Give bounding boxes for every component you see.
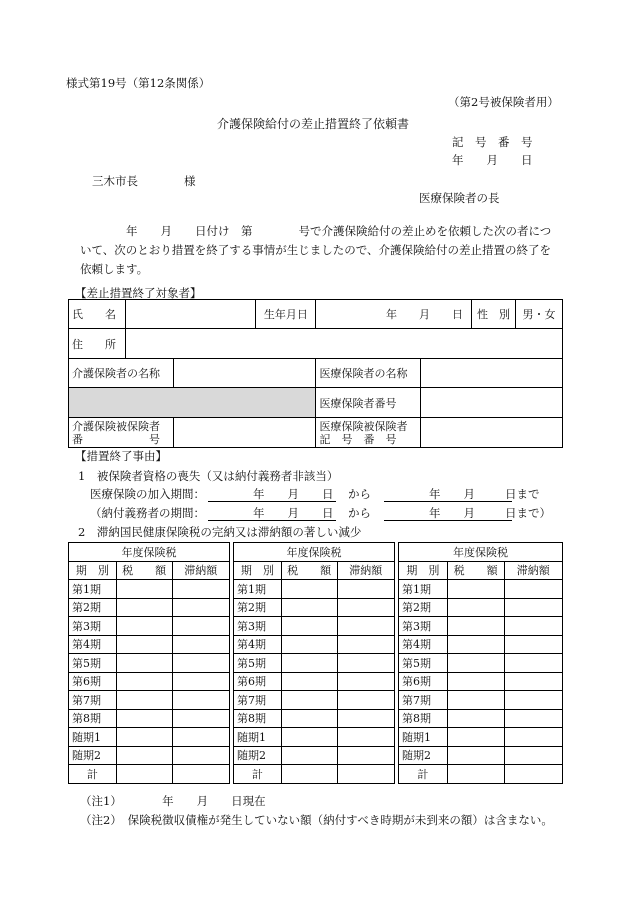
row-label: 第6期 xyxy=(234,672,282,691)
reason2-title: 2 滞納国民健康保険税の完納又は滞納額の著しい減少 xyxy=(78,525,362,539)
tax-table-1 xyxy=(68,542,230,784)
tax-cell[interactable] xyxy=(281,635,337,654)
birthdate-label: 生年月日 xyxy=(256,300,316,329)
row-label: 第2期 xyxy=(234,598,282,617)
tax-cell[interactable] xyxy=(447,635,504,654)
arrears-header: 滞納額 xyxy=(337,561,394,580)
row-label: 第6期 xyxy=(69,672,117,691)
arrears-cell[interactable] xyxy=(504,580,562,599)
document-title: 介護保険給付の差止措置終了依頼書 xyxy=(217,117,410,131)
row-label: 第3期 xyxy=(69,617,117,636)
row-label: 第8期 xyxy=(69,709,117,728)
total-label: 計 xyxy=(399,765,448,784)
arrears-cell[interactable] xyxy=(504,617,562,636)
tax-cell[interactable] xyxy=(447,709,504,728)
medical-insured-label-line1: 医療保険被保険者 xyxy=(319,419,408,433)
arrears-cell[interactable] xyxy=(504,635,562,654)
tax-cell[interactable] xyxy=(447,728,504,747)
row-label: 第6期 xyxy=(399,672,448,691)
insurer-table xyxy=(68,358,563,448)
arrears-cell[interactable] xyxy=(172,709,229,728)
target-section-heading: 【差止措置終了対象者】 xyxy=(75,286,202,300)
tax-cell[interactable] xyxy=(447,598,504,617)
record-number-label: 記 号 番 号 xyxy=(452,135,533,149)
tax-cell[interactable] xyxy=(281,728,337,747)
tax-cell[interactable] xyxy=(447,672,504,691)
arrears-cell[interactable] xyxy=(172,635,229,654)
arrears-cell[interactable] xyxy=(172,617,229,636)
total-label: 計 xyxy=(234,765,282,784)
tax-cell[interactable] xyxy=(281,580,337,599)
tax-cell[interactable] xyxy=(116,635,172,654)
tax-cell[interactable] xyxy=(116,709,172,728)
arrears-cell[interactable] xyxy=(172,672,229,691)
row-label: 第2期 xyxy=(69,598,117,617)
medical-insurer-number-label: 医療保険者番号 xyxy=(316,388,421,418)
row-label: 第7期 xyxy=(69,691,117,710)
period-header: 期 別 xyxy=(399,561,448,580)
fiscal-year-header: 年度保険税 xyxy=(234,543,395,562)
arrears-cell[interactable] xyxy=(504,598,562,617)
arrears-cell[interactable] xyxy=(337,672,394,691)
addressee: 三木市長 様 xyxy=(92,174,196,188)
obligation-period-start-date: 年 月 日 xyxy=(208,508,336,521)
row-label: 随期2 xyxy=(399,746,448,765)
arrears-cell[interactable] xyxy=(337,709,394,728)
gender-field[interactable]: 男・女 xyxy=(515,300,562,329)
request-paragraph: 年 月 日付け 第 号で介護保険給付の差止めを依頼した次の者について、次のとおり措置を終了する事情が生じましたので、介護保険給付の差止措置の終了を依頼します。 xyxy=(80,224,552,276)
total-label: 計 xyxy=(69,765,117,784)
shaded-cell xyxy=(69,388,316,418)
arrears-cell[interactable] xyxy=(504,746,562,765)
medical-insured-label-line2: 記 号 番 号 xyxy=(319,432,397,446)
arrears-cell[interactable] xyxy=(172,728,229,747)
row-label: 随期2 xyxy=(234,746,282,765)
tax-cell[interactable] xyxy=(281,765,337,784)
ltc-insured-number-label xyxy=(69,418,174,448)
address-label: 住 所 xyxy=(69,329,126,359)
row-label: 第5期 xyxy=(234,654,282,673)
gender-label: 性 別 xyxy=(472,300,516,329)
arrears-cell[interactable] xyxy=(172,746,229,765)
until-text-2: 日まで） xyxy=(505,506,551,520)
row-label: 随期1 xyxy=(399,728,448,747)
tax-header: 税 額 xyxy=(281,561,337,580)
medical-insurance-period-label: 医療保険の加入期間： xyxy=(90,487,205,501)
medical-insurer-number-field[interactable] xyxy=(421,388,563,418)
row-label: 随期2 xyxy=(69,746,117,765)
tax-header: 税 額 xyxy=(447,561,504,580)
note-2: （注2） 保険税徴収債権が発生していない額（納付すべき時期が未到来の額）は含まない。 xyxy=(80,813,553,827)
reason1-title: 1 被保険者資格の喪失（又は納付義務者非該当） xyxy=(78,469,339,483)
tax-cell[interactable] xyxy=(281,691,337,710)
tax-cell[interactable] xyxy=(447,580,504,599)
arrears-cell[interactable] xyxy=(504,691,562,710)
row-label: 第5期 xyxy=(69,654,117,673)
ltc-insured-number-label-line1: 介護保険被保険者 xyxy=(72,419,160,433)
note-1: （注1） 年 月 日現在 xyxy=(80,794,266,808)
row-label: 第2期 xyxy=(399,598,448,617)
tax-cell[interactable] xyxy=(116,654,172,673)
arrears-cell[interactable] xyxy=(337,654,394,673)
form-type-note: （第2号被保険者用） xyxy=(448,95,559,109)
arrears-cell[interactable] xyxy=(337,617,394,636)
arrears-cell[interactable] xyxy=(337,691,394,710)
tax-cell[interactable] xyxy=(447,746,504,765)
arrears-header: 滞納額 xyxy=(504,561,562,580)
row-label: 随期1 xyxy=(234,728,282,747)
birthdate-field[interactable]: 年 月 日 xyxy=(316,300,472,329)
tax-cell[interactable] xyxy=(116,746,172,765)
arrears-cell[interactable] xyxy=(504,728,562,747)
tax-cell[interactable] xyxy=(281,709,337,728)
row-label: 第5期 xyxy=(399,654,448,673)
tax-cell[interactable] xyxy=(116,765,172,784)
medical-period-start-date: 年 月 日 xyxy=(208,489,336,502)
tax-cell[interactable] xyxy=(281,598,337,617)
reason-heading: 【措置終了事由】 xyxy=(75,449,167,463)
arrears-cell[interactable] xyxy=(504,765,562,784)
arrears-cell[interactable] xyxy=(172,691,229,710)
row-label: 第7期 xyxy=(399,691,448,710)
arrears-cell[interactable] xyxy=(337,580,394,599)
arrears-cell[interactable] xyxy=(337,765,394,784)
sender: 医療保険者の長 xyxy=(419,191,500,205)
date-label: 年 月 日 xyxy=(452,153,533,167)
tax-cell[interactable] xyxy=(281,746,337,765)
medical-insured-number-label xyxy=(316,418,421,448)
row-label: 第7期 xyxy=(234,691,282,710)
tax-cell[interactable] xyxy=(116,598,172,617)
until-text-1: 日まで xyxy=(505,487,540,501)
arrears-cell[interactable] xyxy=(172,598,229,617)
ltc-insured-number-label-line2: 番 号 xyxy=(72,432,160,446)
period-header: 期 別 xyxy=(234,561,282,580)
arrears-cell[interactable] xyxy=(172,765,229,784)
row-label: 第1期 xyxy=(399,580,448,599)
form-number: 様式第19号（第12条関係） xyxy=(66,76,211,90)
arrears-header: 滞納額 xyxy=(172,561,229,580)
row-label: 第4期 xyxy=(234,635,282,654)
row-label: 第4期 xyxy=(399,635,448,654)
tax-table-3 xyxy=(398,542,563,784)
payment-obligation-period-label: （納付義務者の期間： xyxy=(90,506,205,520)
row-label: 随期1 xyxy=(69,728,117,747)
row-label: 第3期 xyxy=(399,617,448,636)
medical-insurer-name-field[interactable] xyxy=(421,359,563,388)
tax-cell[interactable] xyxy=(447,654,504,673)
row-label: 第3期 xyxy=(234,617,282,636)
from-text-2: から xyxy=(348,506,371,520)
tax-cell[interactable] xyxy=(116,672,172,691)
obligation-period-end-date: 年 月 xyxy=(384,508,512,521)
target-person-table xyxy=(68,299,563,359)
ltc-insurer-name-label: 介護保険者の名称 xyxy=(69,359,174,388)
name-field[interactable] xyxy=(125,300,255,329)
row-label: 第8期 xyxy=(234,709,282,728)
address-field[interactable] xyxy=(125,329,562,359)
arrears-cell[interactable] xyxy=(337,635,394,654)
tax-table-2 xyxy=(233,542,395,784)
ltc-insurer-name-field[interactable] xyxy=(173,359,316,388)
obligation-period-start[interactable] xyxy=(208,508,336,521)
tax-cell[interactable] xyxy=(447,617,504,636)
medical-period-end[interactable] xyxy=(384,489,512,502)
arrears-cell[interactable] xyxy=(172,580,229,599)
ltc-insured-number-field[interactable] xyxy=(173,418,316,448)
tax-cell[interactable] xyxy=(116,691,172,710)
tax-header: 税 額 xyxy=(116,561,172,580)
tax-cell[interactable] xyxy=(281,617,337,636)
arrears-cell[interactable] xyxy=(337,598,394,617)
row-label: 第8期 xyxy=(399,709,448,728)
arrears-cell[interactable] xyxy=(504,672,562,691)
medical-period-end-date: 年 月 xyxy=(384,489,512,502)
obligation-period-end[interactable] xyxy=(384,508,512,521)
tax-cell[interactable] xyxy=(116,617,172,636)
arrears-cell[interactable] xyxy=(504,654,562,673)
tax-cell[interactable] xyxy=(281,672,337,691)
tax-cell[interactable] xyxy=(281,654,337,673)
medical-insurer-name-label: 医療保険者の名称 xyxy=(316,359,421,388)
period-header: 期 別 xyxy=(69,561,117,580)
fiscal-year-header: 年度保険税 xyxy=(69,543,230,562)
from-text-1: から xyxy=(348,487,371,501)
tax-cell[interactable] xyxy=(116,728,172,747)
arrears-cell[interactable] xyxy=(337,746,394,765)
arrears-cell[interactable] xyxy=(172,654,229,673)
tax-cell[interactable] xyxy=(116,580,172,599)
name-label: 氏 名 xyxy=(69,300,126,329)
row-label: 第4期 xyxy=(69,635,117,654)
arrears-cell[interactable] xyxy=(504,709,562,728)
tax-cell[interactable] xyxy=(447,691,504,710)
tax-cell[interactable] xyxy=(447,765,504,784)
arrears-cell[interactable] xyxy=(337,728,394,747)
medical-insured-number-field[interactable] xyxy=(421,418,563,448)
row-label: 第1期 xyxy=(69,580,117,599)
row-label: 第1期 xyxy=(234,580,282,599)
fiscal-year-header: 年度保険税 xyxy=(399,543,563,562)
medical-period-start[interactable] xyxy=(208,489,336,502)
